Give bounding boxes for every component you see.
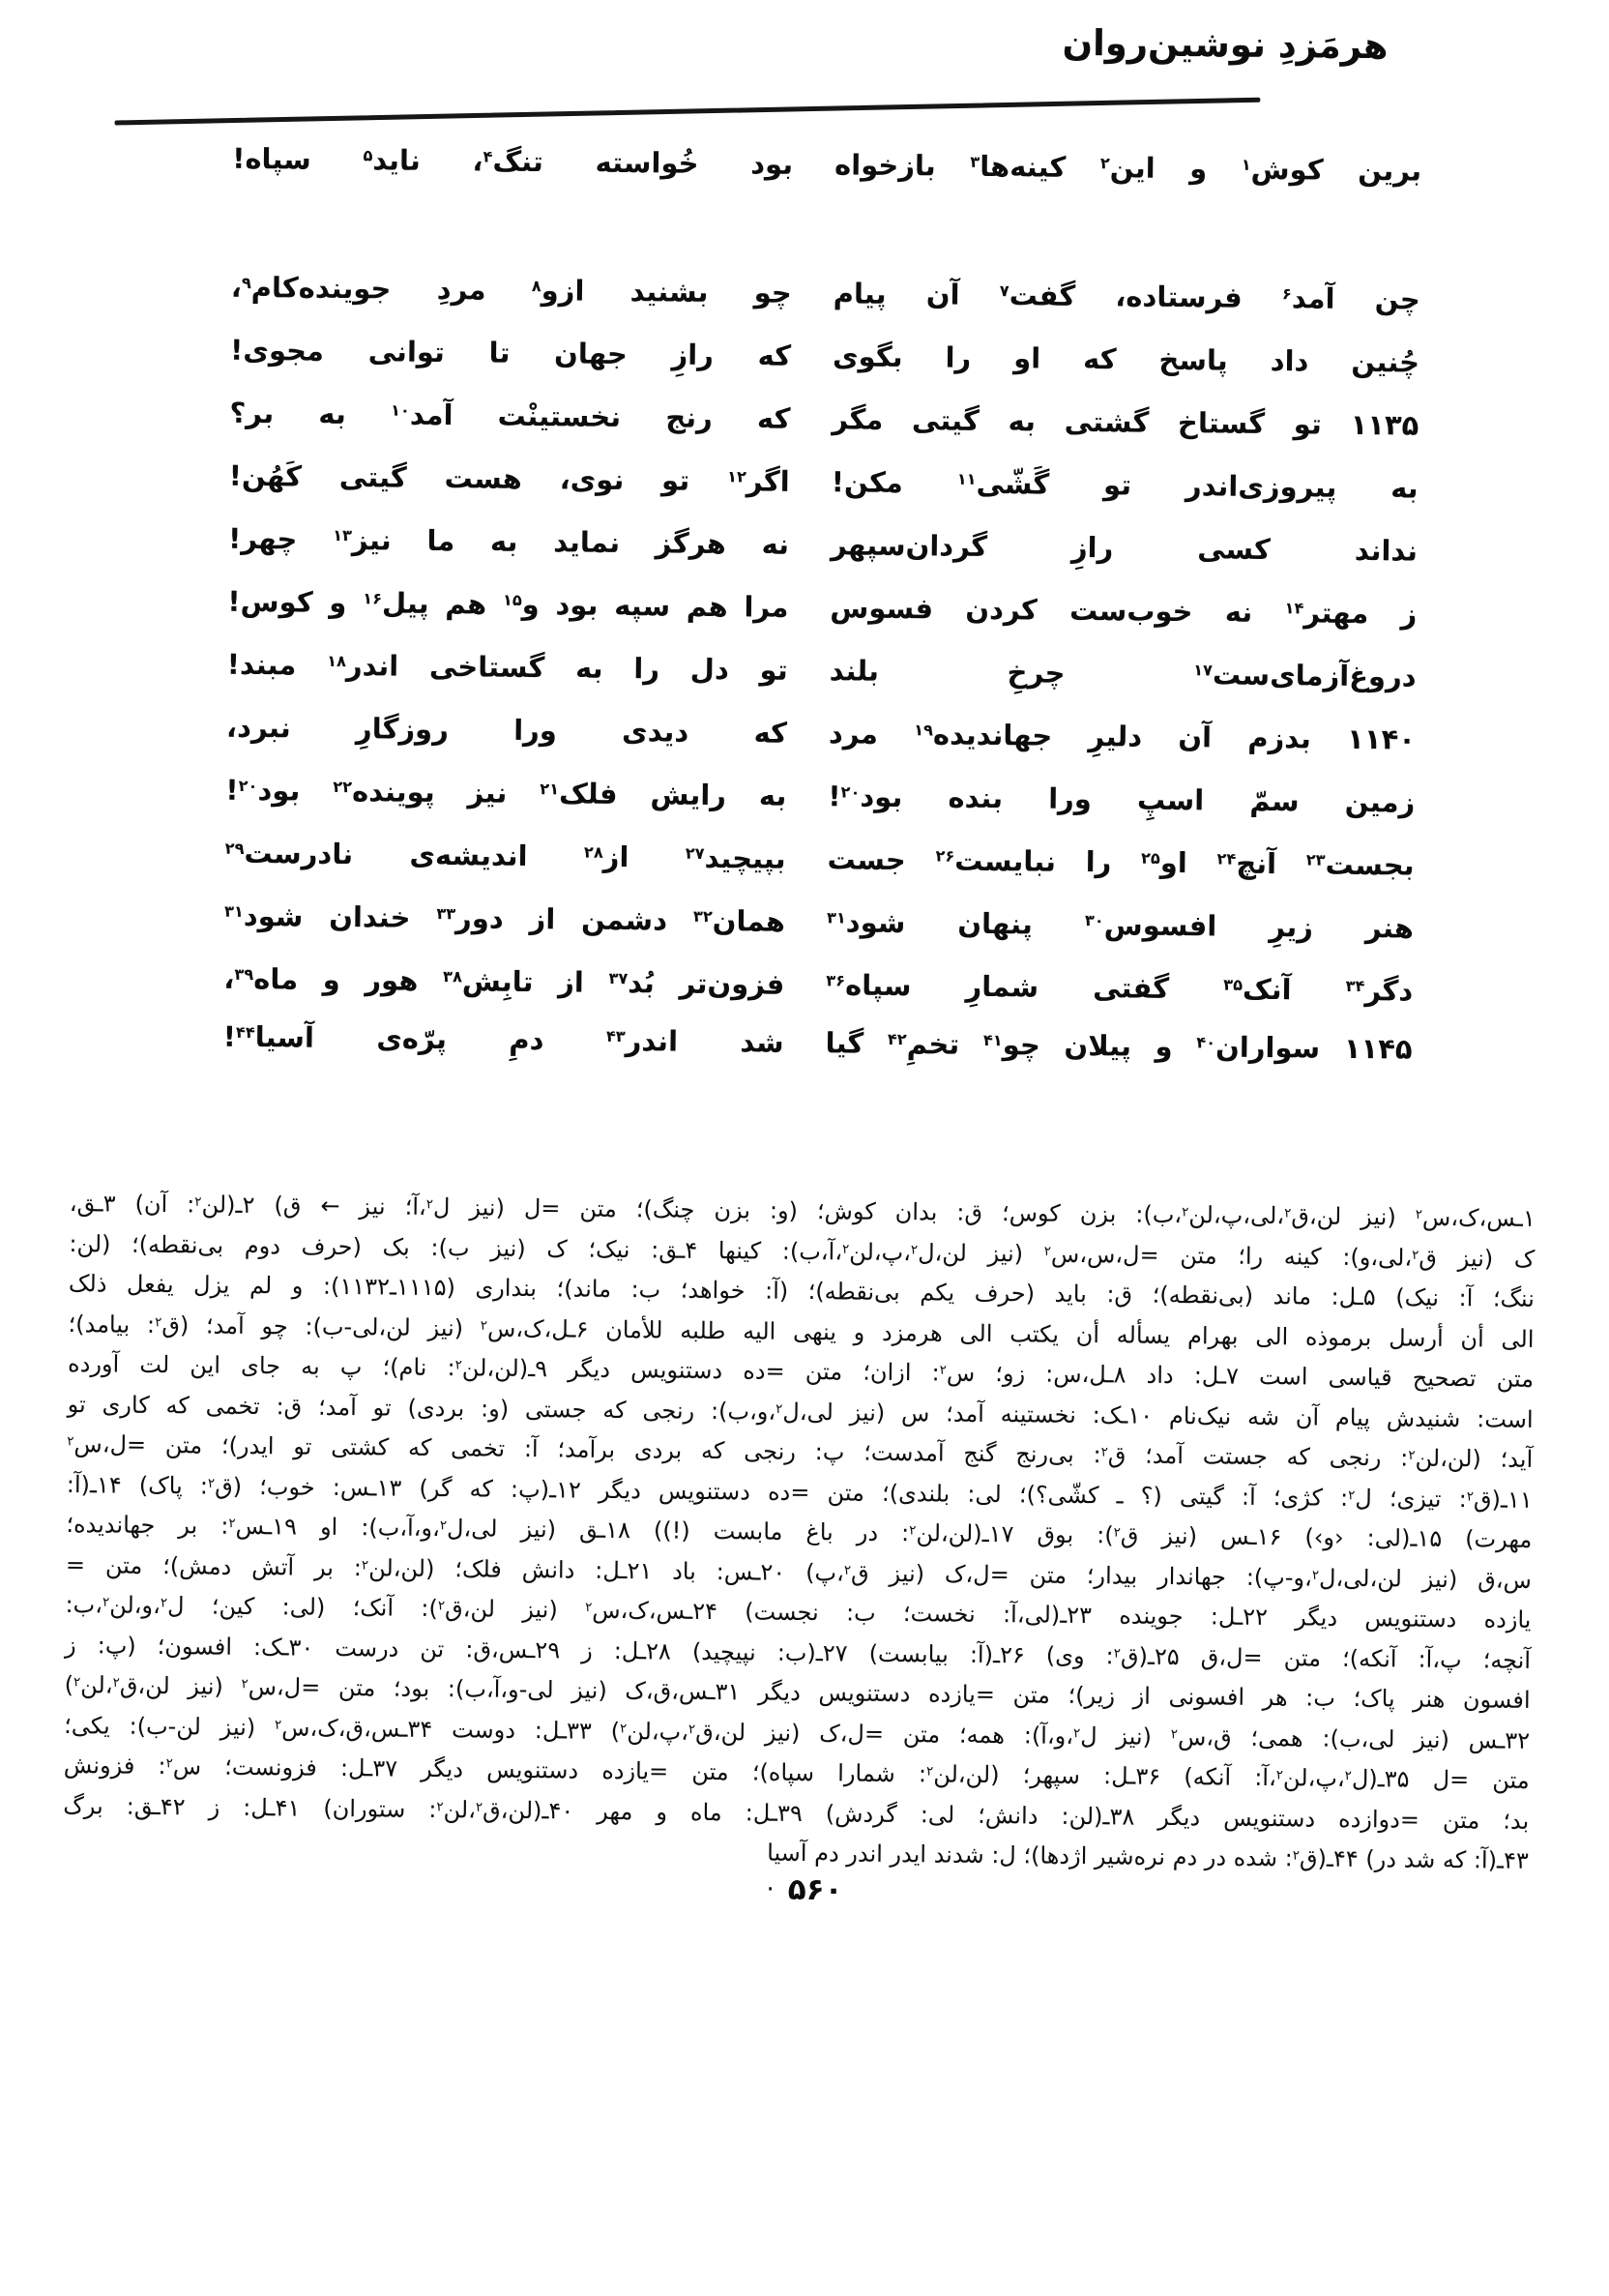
running-head-title: هرمَزدِ نوشین‌روان — [1062, 21, 1389, 68]
hemistich-left-text: نه هرگز نماید به ما نیز$^{۱۳}$ چهر! — [227, 521, 790, 561]
page-number-dot: · — [766, 1875, 775, 1904]
hemistich-left-text: فزون‌تر بُد$^{۳۷}$ از تابِش$^{۳۸}$ هور و ماه$^{۳۹}$، — [223, 961, 785, 1001]
footnote-line: متن =ل ۳۵ـ(ل$^۲$،پ،لن$^۲$،آ: آنکه) ۳۶ـل: سپهر؛ (لن،لن$^۲$: شمارا سپاه)؛ متن =یازده دستنویس دیگر ۳۷ـل: فزونست؛ س$^۲$: فزونش — [63, 1751, 1530, 1794]
page-number — [0, 1872, 1609, 1907]
footnote-line: متن تصحیح قیاسی است ۷ـل: داد ۸ـل،س: زو؛ س$^۲$: ازان؛ متن =ده دستنویس دیگر ۹ـ(لن،لن$^۲$: نام)؛ پ به جای این لت آورده — [67, 1350, 1535, 1393]
hemistich-left — [231, 268, 792, 312]
hemistich-right-text: سواران$^{۴۰}$ و پیلان چو$^{۴۱}$ تخمِ$^{۴۲}$ گیا — [825, 1026, 1321, 1065]
hemistich-right — [827, 902, 1414, 947]
footnote-line: است: شنیدش پیام آن شه نیک‌نام ۱۰ـک: نخستینه آمد؛ س (نیز لی،ل$^۲$،و،ب): رنجی که جستی (و: بردی) تو آمد؛ ق: تخمی که کاری تو — [67, 1390, 1534, 1433]
hemistich-right — [830, 588, 1417, 633]
verse-row — [5, 391, 1609, 450]
page-number-value: ۵۶۰ — [787, 1872, 843, 1907]
footnote-line: افسون هنر پاک؛ ب: هر افسونی از زیر)؛ متن =یازده دستنویس دیگر ۳۱ـس،ق،ک (نیز لی-و،آ،ب): بود؛ متن =ل،س$^۲$ (نیز لن،ق$^۲$،لن$^۲$) — [64, 1671, 1531, 1714]
verse-row — [7, 265, 1609, 324]
verse-number: ۱۱۴۵ — [1343, 1031, 1413, 1066]
hemistich-right — [834, 274, 1420, 318]
hemistich-right — [826, 965, 1413, 1010]
footnote-line: آنچه؛ پ،آ: آنکه)؛ متن =ل،ق ۲۵ـ(ق$^۲$: وی) ۲۶ـ(آ: بیابست) ۲۷ـ(ب: نپیچید) ۲۸ـل: ز ۲۹ـس،ق: تن درست ۳۰ـک: افسون؛ (پ: ز — [64, 1631, 1532, 1674]
hemistich-right — [832, 462, 1419, 507]
hemistich-right-text: تو گستاخ گشتی به گیتی مگر — [832, 402, 1323, 441]
hemistich-left — [227, 582, 788, 627]
hemistich-left-text: همان$^{۳۲}$ دشمن از دور$^{۳۳}$ خندان شود$^{۳۱}$ — [223, 898, 786, 938]
hemistich-right-text: به پیروزی‌اندر تو گَشّی$^{۱۱}$ مکن! — [831, 465, 1419, 505]
hemistich-left — [232, 139, 793, 184]
hemistich-right — [829, 651, 1416, 695]
hemistich-left — [226, 708, 787, 752]
hemistich-left-text: که رنج نخستینْت آمد$^{۱۰}$ به بر؟ — [229, 396, 791, 435]
hemistich-left — [224, 897, 785, 941]
hemistich-left-text: چو بشنید ازو$^۸$ مردِ جوینده‌کام$^۹$، — [230, 270, 792, 309]
verse-row — [2, 705, 1609, 764]
hemistich-right — [834, 145, 1421, 190]
footnote-line: آید؛ (لن،لن$^۲$: رنجی که جستت آمد؛ ق$^۲$: بی‌رنج گنج آمدست؛ پ: رنجی که بردی برآمد؛ آ: تخمی که کشتی تو ایدر)؛ متن =ل،س$^۲$ — [67, 1430, 1534, 1473]
verse-row — [1, 768, 1609, 827]
hemistich-left-text: بپیچید$^{۲۷}$ از$^{۲۸}$ اندیشه‌ی نادرست$^{۲۹}$ — [224, 836, 786, 875]
hemistich-left-text: بود خُواسته تنگ$^۴$، ناید$^۵$ سپاه! — [232, 141, 794, 181]
hemistich-right — [831, 525, 1418, 570]
hemistich-left — [229, 394, 790, 438]
hemistich-right — [829, 714, 1416, 758]
hemistich-left — [225, 771, 786, 815]
hemistich-right-text: دروغ‌آزمای‌ست$^{۱۷}$ چرخِ بلند — [829, 654, 1417, 693]
verse-row — [8, 136, 1609, 195]
hemistich-left — [230, 331, 791, 375]
hemistich-right-text: ز مهتر$^{۱۴}$ نه خوب‌ست کردن فسوس — [830, 591, 1418, 631]
hemistich-right-text: زمین سمّ اسپِ ورا بنده بود$^{۲۰}$! — [828, 780, 1416, 819]
hemistich-left — [224, 834, 785, 878]
verse-row — [0, 831, 1609, 890]
footnote-line: الی أن أرسل برموذه الی بهرام یسأله أن یکتب الی هرمزد و ینهی الیه طلبه للأمان ۶ـل،ک،س$^۲$ (نیز لن،لی-ب): چو آمد؛ (ق$^۲$: بیامد)؛ — [68, 1310, 1535, 1353]
hemistich-right-text: دگر$^{۳۴}$ آنک$^{۳۵}$ گفتی شمارِ سپاه$^{۳۶}$ — [826, 968, 1414, 1008]
verse-row — [0, 1015, 1608, 1074]
hemistich-right — [833, 337, 1419, 381]
hemistich-left — [223, 959, 784, 1004]
hemistich-right — [828, 777, 1415, 821]
hemistich-left-text: مرا هم سپه بود و$^{۱۵}$ هم پیل$^{۱۶}$ و کوس! — [227, 584, 789, 624]
verse-number: ۱۱۳۵ — [1350, 407, 1419, 442]
footnote-line: مهرت) ۱۵ـ(لی: ‹و›) ۱۶ـس (نیز ق$^۲$): بوق ۱۷ـ(لن،لن$^۲$: در باغ مابست (!)) ۱۸ـق (نیز لی،ل$^۲$،و،آ،ب): او ۱۹ـس$^۲$: بر جهاندیده؛ — [66, 1511, 1533, 1553]
verse-row — [0, 957, 1608, 1016]
hemistich-left-text: که رازِ جهان تا توانی مجوی! — [229, 333, 792, 372]
footnote-line: ۱ـس،ک،س$^۲$ (نیز لن،ق$^۲$،لی،پ،لن$^۲$،ب): بزن کوس؛ ق: بدان کوش؛ (و: بزن چنگ)؛ متن =ل (نیز ل$^۲$،آ؛ نیز ← ق) ۲ـ(لن$^۲$: آن) ۳ـق، — [69, 1190, 1536, 1232]
verse-row — [2, 642, 1609, 701]
footnote-line: بد؛ متن =دوازده دستنویس دیگر ۳۸ـ(لن: دانش؛ لی: گردش) ۳۹ـل: ماه و مهر ۴۰ـ(لن،ق$^۲$،لن$^۲$: ستوران) ۴۱ـل: ز ۴۲ـق: برگ — [63, 1791, 1530, 1835]
hemistich-left — [228, 519, 789, 564]
hemistich-left-text: تو دل را به گستاخی اندر$^{۱۸}$ مبند! — [226, 647, 788, 687]
hemistich-right-text: برین کوش$^۱$ و این$^۲$ کینه‌ها$^۳$ بازخواه — [834, 148, 1422, 188]
footnote-line: س،ق (نیز لن،لی،ل$^۲$،و-پ): جهاندار بیدار؛ متن =ل،ک (نیز ق$^۲$،پ) ۲۰ـس: باد ۲۱ـل: دانش فلک؛ (لن،لن$^۲$: بر آتش دمش)؛ متن = — [65, 1550, 1533, 1594]
hemistich-right-text: بدزم آن دلیرِ جهاندیده$^{۱۹}$ مرد — [828, 717, 1312, 755]
verse-row — [4, 516, 1609, 575]
verse-row — [0, 894, 1609, 953]
footnote-line: ۴۳ـ(آ: که شد در) ۴۴ـ(ق$^۲$: شده در دم نره‌شیر اژدها)؛ ل: شدند ایدر اندر دم آسیا — [767, 1839, 1529, 1874]
hemistich-right — [827, 839, 1414, 884]
critical-apparatus — [63, 1184, 1536, 1881]
footnote-line: ننگ؛ آ: نیک) ۵ـل: ماند (بی‌نقطه)؛ ق: باید (حرف یکم بی‌نقطه)؛ (آ: خواهد؛ ب: ماند)؛ بنداری (۱۱۱۵ـ۱۱۳۲): و لم یزل یفعل ذلک — [68, 1270, 1536, 1312]
hemistich-right — [832, 399, 1419, 444]
footnote-line: ک (نیز ق$^۲$،لی،و): کینه را؛ متن =ل،س،س$^۲$ (نیز لن،ل$^۲$،پ،لن$^۲$،آ،ب): کینها ۴ـق: نیک؛ ک (نیز ب): بک (حرف دوم بی‌نقطه)؛ (لن: — [69, 1229, 1536, 1273]
hemistich-right — [825, 1023, 1412, 1068]
hemistich-left — [229, 456, 790, 501]
hemistich-right-text: هنر زیرِ افسوس$^{۳۰}$ پنهان شود$^{۳۱}$ — [826, 905, 1415, 945]
footnote-line: ۱۱ـ(ق$^۲$: تیزی؛ ل$^۲$: کژی؛ آ: گیتی (؟ ـ کشّی؟)؛ لی: بلندی)؛ متن =ده دستنویس دیگر ۱۲ـ(پ: که گر) ۱۳ـس: خوب؛ (ق$^۲$: پاک) ۱۴ـ(آ: — [66, 1470, 1533, 1514]
hemistich-right-text: بجست$^{۲۳}$ آنچ$^{۲۴}$ او$^{۲۵}$ را نبایست$^{۲۶}$ جست — [827, 842, 1415, 882]
verse-number: ۱۱۴۰ — [1346, 721, 1417, 756]
hemistich-left — [222, 1017, 783, 1062]
verse-row — [3, 579, 1609, 638]
footnote-line: یازده دستنویس دیگر ۲۲ـل: جوینده ۲۳ـ(لی،آ: نخست؛ ب: نجست) ۲۴ـس،ک،س$^۲$ (نیز لن،ق$^۲$): آنک؛ (لی: کین؛ ل$^۲$،و،لن$^۲$،ب: — [65, 1591, 1532, 1634]
hemistich-left-text: به رایش فلک$^{۲۱}$ نیز پوینده$^{۲۲}$ بود$^{۲۰}$! — [225, 773, 787, 812]
hemistich-left-text: اگر$^{۱۲}$ تو نوی، هست گیتی کَهُن! — [228, 458, 790, 498]
hemistich-left-text: شد اندر$^{۴۳}$ دمِ پرّه‌ی آسیا$^{۴۴}$! — [222, 1019, 784, 1059]
hemistich-right-text: چن آمد$^۶$ فرستاده، گفت$^۷$ آن پیام — [833, 277, 1420, 316]
verse-row — [6, 328, 1609, 387]
footnote-line: ۳۲ـس (نیز لی،ب): همی؛ ق،س$^۲$ (نیز ل$^۲$،و،آ): همه؛ متن =ل،ک (نیز لن،ق$^۲$،پ،لن$^۲$) ۳۳ـل: دوست ۳۴ـس،ق،ک،س$^۲$ (نیز لن-ب): یکی؛ — [64, 1711, 1531, 1754]
hemistich-left-text: که دیدی ورا روزگارِ نبرد، — [225, 710, 788, 750]
hemistich-right-text: نداند کسی رازِ گردان‌سپهر — [830, 528, 1419, 568]
verse-row — [5, 454, 1609, 513]
hemistich-right-text: چُنین داد پاسخ که او را بگوی — [832, 339, 1420, 379]
hemistich-left — [227, 645, 788, 690]
